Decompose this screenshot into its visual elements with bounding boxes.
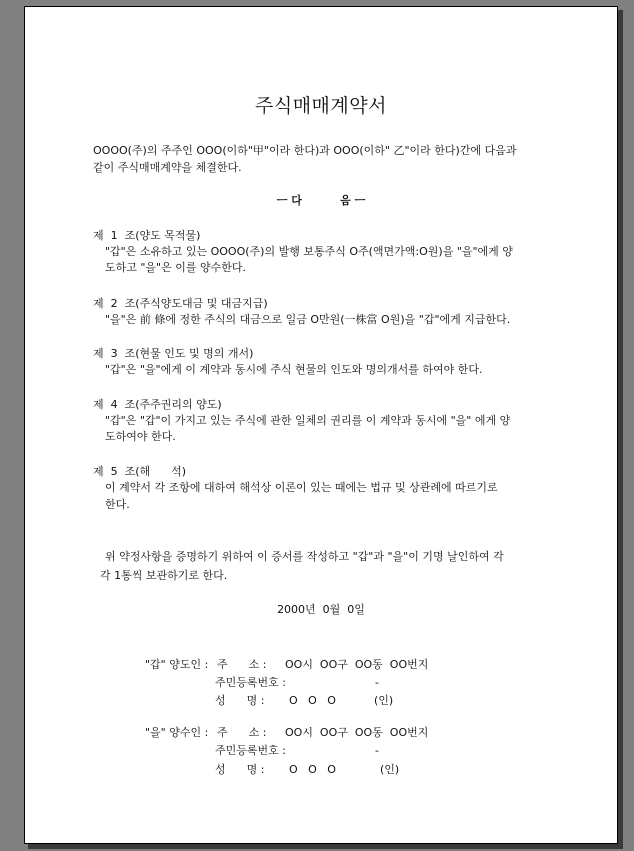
signer-1-id-key: 주민등록번호 : [215, 676, 286, 689]
section-heading: ㅡ 다 음 ㅡ [276, 194, 366, 207]
article-2-title: 제 2 조(주식양도대금 및 대금지급) [93, 297, 268, 310]
document-page [24, 6, 618, 844]
article-4-line-1: "갑"은 "갑"이 가지고 있는 주식에 관한 일체의 권리를 이 계약과 동시에 "을" 에게 양 [105, 414, 511, 427]
signer-1-address-key: 주 소 : [217, 658, 267, 671]
signer-2-address-value: OO시 OO구 OO동 OO번지 [285, 726, 429, 739]
article-4-line-2: 도하여야 한다. [105, 430, 176, 443]
signer-2-address-key: 주 소 : [217, 726, 267, 739]
signer-1-name-value: O O O [289, 694, 336, 707]
article-5-line-1: 이 계약서 각 조항에 대하여 해석상 이론이 있는 때에는 법규 및 상관례에 따르기로 [105, 481, 498, 494]
page-shadow-right [618, 10, 623, 848]
article-1-line-1: "갑"은 소유하고 있는 OOOO(주)의 발행 보통주식 O주(액면가액:O원)을 "을"에게 양 [105, 245, 513, 258]
article-1-line-2: 도하고 "을"은 이를 양수한다. [105, 261, 246, 274]
signer-2-id-dash: - [375, 744, 379, 757]
contract-date: 2000년 0월 0일 [277, 603, 365, 616]
article-3-line-1: "갑"은 "을"에게 이 계약과 동시에 주식 현물의 인도와 명의개서를 하여야 한다. [105, 363, 483, 376]
signer-2-name-key: 성 명 : [215, 763, 265, 776]
signer-1-seal: (인) [374, 694, 394, 707]
document-title: 주식매매계약서 [255, 95, 387, 117]
signer-1-name-key: 성 명 : [215, 694, 265, 707]
article-2-line-1: "을"은 前 條에 정한 주식의 대금으로 일금 O만원(一株當 O원)을 "갑"에게 지급한다. [105, 313, 511, 326]
signer-2-seal: (인) [380, 763, 400, 776]
article-5-line-2: 한다. [105, 498, 130, 511]
article-4-title: 제 4 조(주주권리의 양도) [93, 398, 222, 411]
signer-1-label: "갑" 양도인 : [145, 658, 209, 671]
signer-2-id-key: 주민등록번호 : [215, 744, 286, 757]
signer-2-label: "을" 양수인 : [145, 726, 209, 739]
signer-2-name-value: O O O [289, 763, 336, 776]
intro-line-2: 같이 주식매매계약을 체결한다. [93, 161, 242, 174]
intro-line-1: OOOO(주)의 주주인 OOO(이하"甲"이라 한다)과 OOO(이하" 乙"이라 한다)간에 다음과 [93, 144, 517, 157]
article-1-title: 제 1 조(양도 목적물) [93, 229, 201, 242]
page-shadow-bottom [28, 844, 623, 849]
article-3-title: 제 3 조(현물 인도 및 명의 개서) [93, 347, 254, 360]
article-5-title: 제 5 조(해 석) [93, 465, 187, 478]
closing-line-2: 각 1통씩 보관하기로 한다. [100, 569, 228, 582]
signer-1-id-dash: - [375, 676, 379, 689]
closing-line-1: 위 약정사항을 증명하기 위하여 이 증서를 작성하고 "갑"과 "을"이 기명 날인하여 각 [105, 550, 504, 563]
signer-1-address-value: OO시 OO구 OO동 OO번지 [285, 658, 429, 671]
